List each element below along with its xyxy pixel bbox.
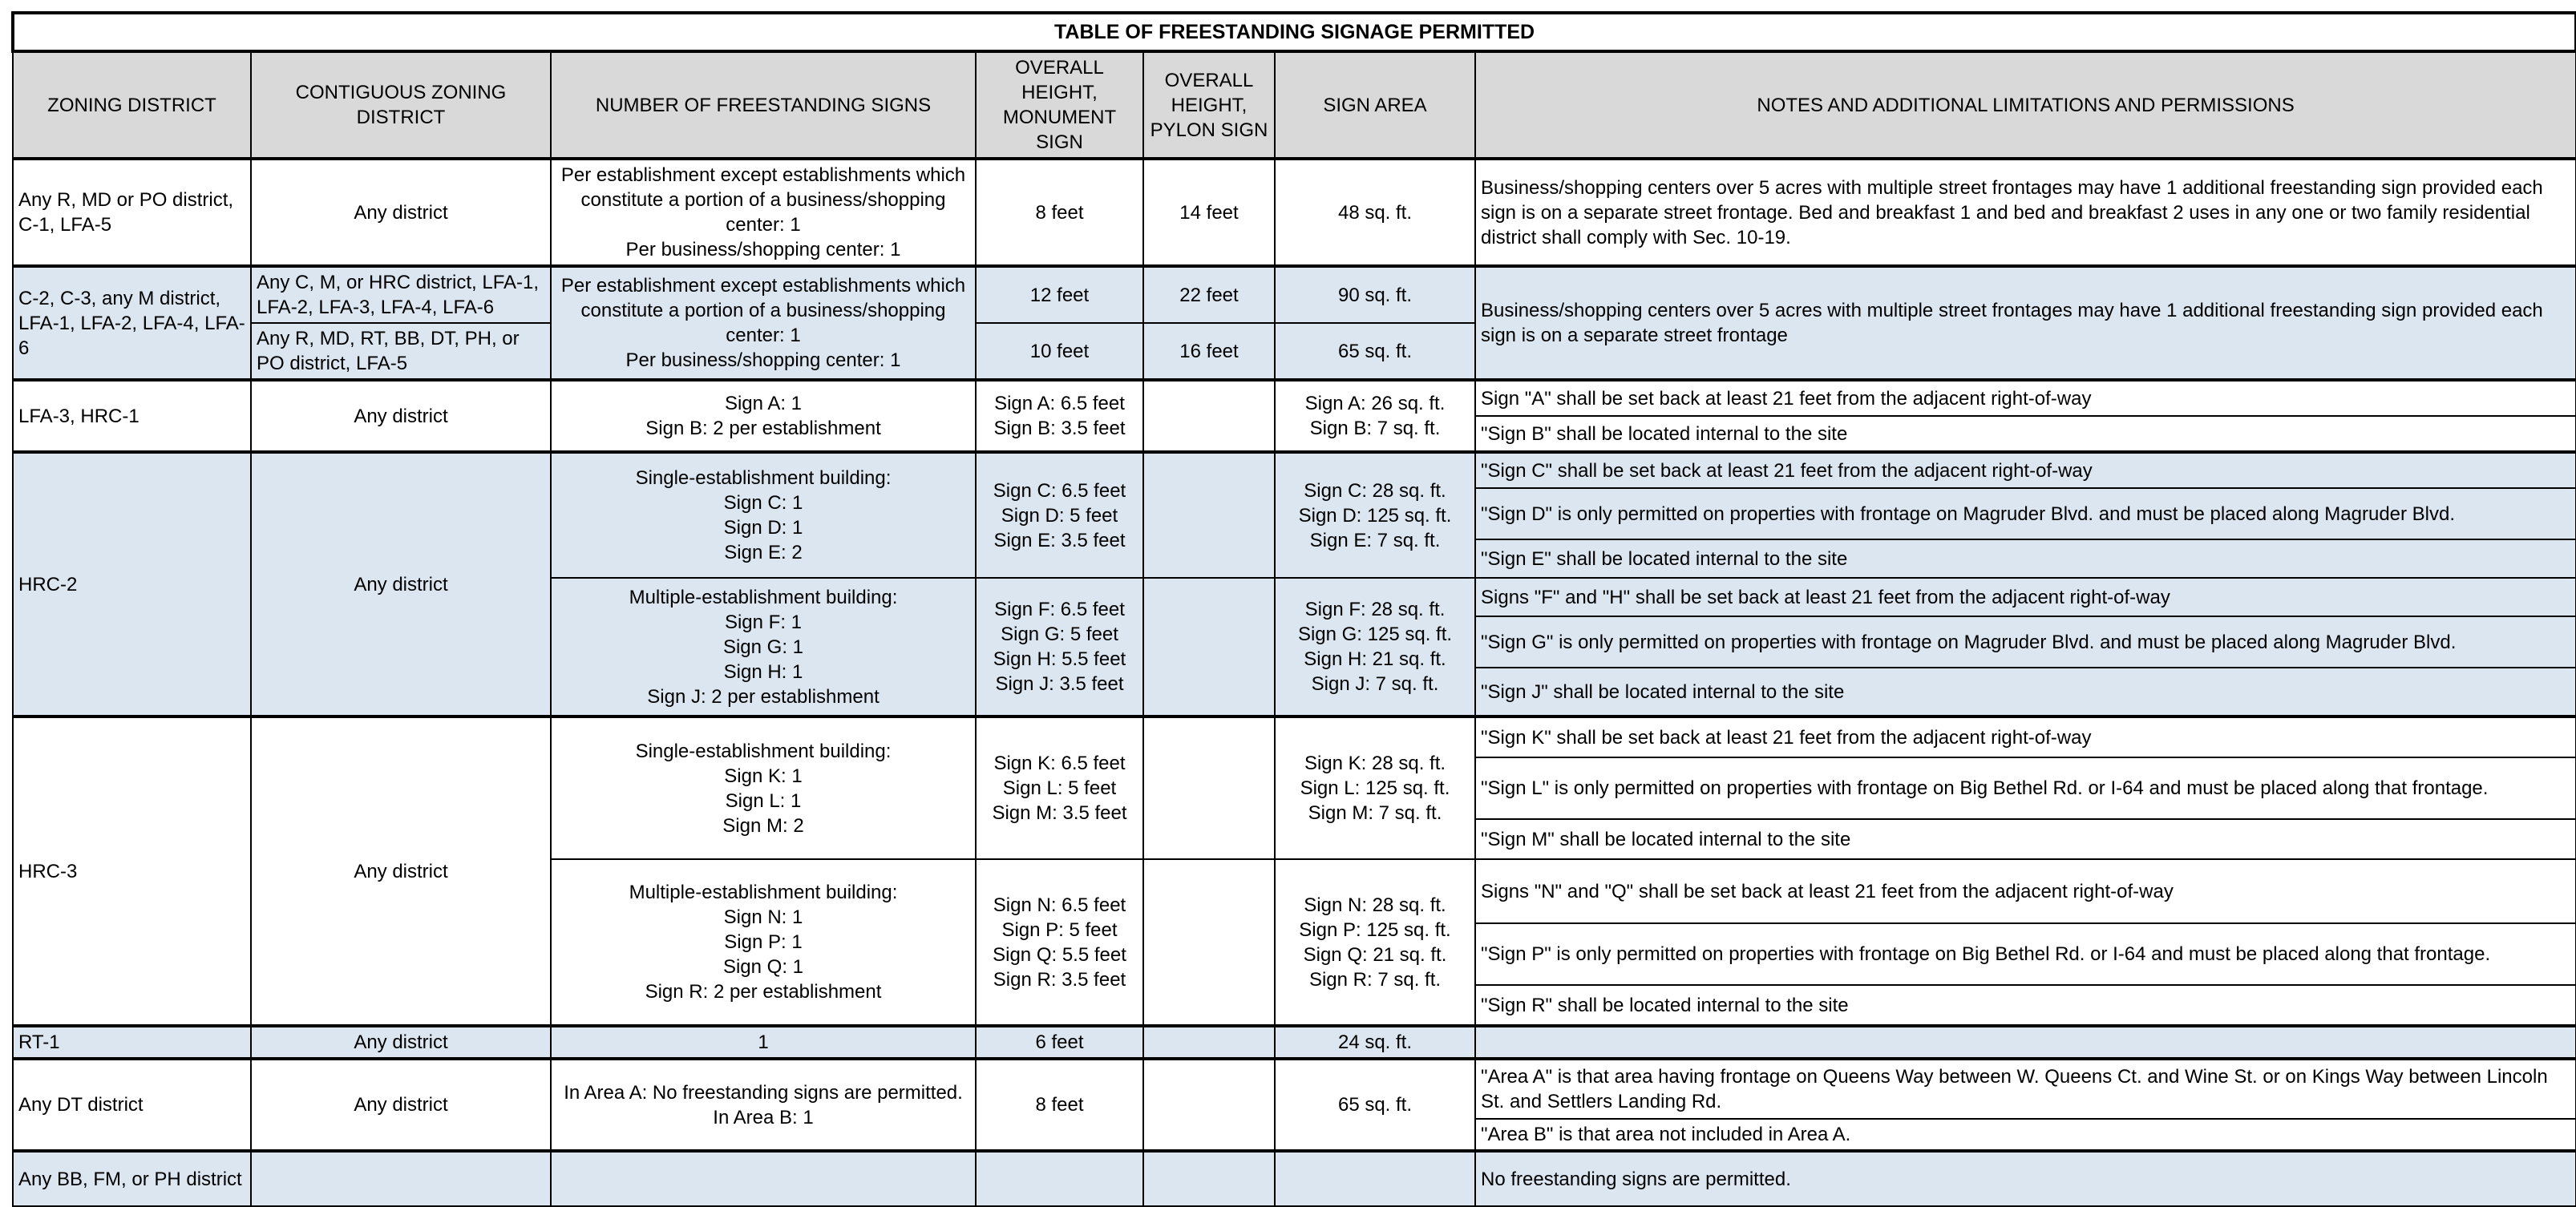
area-cell: Sign K: 28 sq. ft. Sign L: 125 sq. ft. Sign M: 7 sq. ft. [1275, 717, 1475, 859]
table-row [13, 1151, 2576, 1206]
pylon-cell [1143, 380, 1275, 452]
header-pylon-height: OVERALL HEIGHT, PYLON SIGN [1143, 51, 1275, 159]
monument-cell: Sign A: 6.5 feet Sign B: 3.5 feet [976, 380, 1143, 452]
contiguous-cell: Any district [251, 717, 551, 1026]
number-cell: 1 [551, 1026, 976, 1059]
notes-cell: "Sign D" is only permitted on properties with frontage on Magruder Blvd. and must be placed along Magruder Blvd. [1475, 488, 2576, 539]
notes-cell: "Sign J" shall be located internal to the site [1475, 668, 2576, 717]
zoning-cell: HRC-2 [13, 452, 251, 717]
notes-cell: "Sign K" shall be set back at least 21 feet from the adjacent right-of-way [1475, 717, 2576, 757]
header-contiguous-district: CONTIGUOUS ZONING DISTRICT [251, 51, 551, 159]
contiguous-cell: Any district [251, 380, 551, 452]
monument-cell: Sign N: 6.5 feet Sign P: 5 feet Sign Q: 5.5 feet Sign R: 3.5 feet [976, 859, 1143, 1026]
notes-cell: "Area B" is that area not included in Area A. [1475, 1119, 2576, 1151]
notes-cell: "Sign G" is only permitted on properties with frontage on Magruder Blvd. and must be placed along Magruder Blvd. [1475, 616, 2576, 668]
table-row [13, 1026, 2576, 1059]
pylon-cell [1143, 1151, 1275, 1206]
pylon-cell [1143, 1026, 1275, 1059]
table-row [13, 266, 2576, 323]
table-row [13, 380, 2576, 416]
number-cell: Sign A: 1 Sign B: 2 per establishment [551, 380, 976, 452]
notes-cell: "Sign M" shall be located internal to the site [1475, 819, 2576, 859]
zoning-cell: C-2, C-3, any M district, LFA-1, LFA-2, LFA-4, LFA-6 [13, 266, 251, 380]
zoning-cell: RT-1 [13, 1026, 251, 1059]
notes-cell: Signs "F" and "H" shall be set back at least 21 feet from the adjacent right-of-way [1475, 578, 2576, 616]
contiguous-cell: Any district [251, 159, 551, 266]
contiguous-cell: Any district [251, 452, 551, 717]
header-zoning-district: ZONING DISTRICT [13, 51, 251, 159]
contiguous-cell: Any R, MD, RT, BB, DT, PH, or PO district, LFA-5 [251, 323, 551, 380]
notes-cell: Sign "A" shall be set back at least 21 feet from the adjacent right-of-way [1475, 380, 2576, 416]
pylon-cell [1143, 452, 1275, 578]
header-monument-height: OVERALL HEIGHT, MONUMENT SIGN [976, 51, 1143, 159]
area-cell: Sign N: 28 sq. ft. Sign P: 125 sq. ft. Sign Q: 21 sq. ft. Sign R: 7 sq. ft. [1275, 859, 1475, 1026]
contiguous-cell [251, 1151, 551, 1206]
notes-cell: "Area A" is that area having frontage on Queens Way between W. Queens Ct. and Wine St. or on Kings Way between Lincoln St. and Settlers Landing Rd. [1475, 1059, 2576, 1119]
area-cell: 90 sq. ft. [1275, 266, 1475, 323]
monument-cell [976, 1151, 1143, 1206]
monument-cell: Sign F: 6.5 feet Sign G: 5 feet Sign H: 5.5 feet Sign J: 3.5 feet [976, 578, 1143, 717]
notes-cell: "Sign E" shall be located internal to the site [1475, 539, 2576, 578]
notes-cell: No freestanding signs are permitted. [1475, 1151, 2576, 1206]
table-row [13, 1059, 2576, 1119]
pylon-cell: 22 feet [1143, 266, 1275, 323]
table-row [13, 717, 2576, 757]
number-cell: Multiple-establishment building: Sign N: 1 Sign P: 1 Sign Q: 1 Sign R: 2 per establishment [551, 859, 976, 1026]
header-notes: NOTES AND ADDITIONAL LIMITATIONS AND PERMISSIONS [1475, 51, 2576, 159]
notes-cell: Business/shopping centers over 5 acres with multiple street frontages may have 1 additional freestanding sign provided each sign is on a separate street frontage [1475, 266, 2576, 380]
zoning-cell: HRC-3 [13, 717, 251, 1026]
number-cell: In Area A: No freestanding signs are permitted. In Area B: 1 [551, 1059, 976, 1151]
notes-cell [1475, 1026, 2576, 1059]
notes-cell: "Sign C" shall be set back at least 21 feet from the adjacent right-of-way [1475, 452, 2576, 488]
contiguous-cell: Any district [251, 1026, 551, 1059]
pylon-cell: 14 feet [1143, 159, 1275, 266]
area-cell: 65 sq. ft. [1275, 323, 1475, 380]
number-cell: Single-establishment building: Sign C: 1 Sign D: 1 Sign E: 2 [551, 452, 976, 578]
table-row [13, 452, 2576, 488]
pylon-cell [1143, 717, 1275, 859]
pylon-cell [1143, 1059, 1275, 1151]
zoning-cell: Any BB, FM, or PH district [13, 1151, 251, 1206]
zoning-cell: Any DT district [13, 1059, 251, 1151]
notes-cell: Business/shopping centers over 5 acres with multiple street frontages may have 1 additional freestanding sign provided each sign is on a separate street frontage. Bed and breakfast 1 and bed and breakfast 2 uses in any one or two family residential district shall comply with Sec. 10-19. [1475, 159, 2576, 266]
monument-cell: 10 feet [976, 323, 1143, 380]
area-cell [1275, 1151, 1475, 1206]
contiguous-cell: Any district [251, 1059, 551, 1151]
signage-table [11, 11, 2576, 1207]
contiguous-cell: Any C, M, or HRC district, LFA-1, LFA-2, LFA-3, LFA-4, LFA-6 [251, 266, 551, 323]
area-cell: 65 sq. ft. [1275, 1059, 1475, 1151]
table-row [13, 159, 2576, 266]
monument-cell: 8 feet [976, 159, 1143, 266]
notes-cell: Signs "N" and "Q" shall be set back at least 21 feet from the adjacent right-of-way [1475, 859, 2576, 923]
notes-cell: "Sign B" shall be located internal to the site [1475, 416, 2576, 452]
header-sign-area: SIGN AREA [1275, 51, 1475, 159]
area-cell: Sign C: 28 sq. ft. Sign D: 125 sq. ft. Sign E: 7 sq. ft. [1275, 452, 1475, 578]
notes-cell: "Sign P" is only permitted on properties with frontage on Big Bethel Rd. or I-64 and must be placed along that frontage. [1475, 923, 2576, 985]
number-cell: Single-establishment building: Sign K: 1 Sign L: 1 Sign M: 2 [551, 717, 976, 859]
number-cell: Per establishment except establishments which constitute a portion of a business/shopping center: 1 Per business/shopping center: 1 [551, 266, 976, 380]
table-title: TABLE OF FREESTANDING SIGNAGE PERMITTED [13, 13, 2576, 51]
number-cell [551, 1151, 976, 1206]
notes-cell: "Sign R" shall be located internal to the site [1475, 985, 2576, 1026]
pylon-cell: 16 feet [1143, 323, 1275, 380]
monument-cell: Sign K: 6.5 feet Sign L: 5 feet Sign M: 3.5 feet [976, 717, 1143, 859]
area-cell: Sign A: 26 sq. ft. Sign B: 7 sq. ft. [1275, 380, 1475, 452]
area-cell: 24 sq. ft. [1275, 1026, 1475, 1059]
pylon-cell [1143, 578, 1275, 717]
pylon-cell [1143, 859, 1275, 1026]
area-cell: Sign F: 28 sq. ft. Sign G: 125 sq. ft. Sign H: 21 sq. ft. Sign J: 7 sq. ft. [1275, 578, 1475, 717]
number-cell: Multiple-establishment building: Sign F: 1 Sign G: 1 Sign H: 1 Sign J: 2 per establishment [551, 578, 976, 717]
monument-cell: 6 feet [976, 1026, 1143, 1059]
area-cell: 48 sq. ft. [1275, 159, 1475, 266]
zoning-cell: Any R, MD or PO district, C-1, LFA-5 [13, 159, 251, 266]
monument-cell: 12 feet [976, 266, 1143, 323]
zoning-cell: LFA-3, HRC-1 [13, 380, 251, 452]
monument-cell: Sign C: 6.5 feet Sign D: 5 feet Sign E: 3.5 feet [976, 452, 1143, 578]
notes-cell: "Sign L" is only permitted on properties with frontage on Big Bethel Rd. or I-64 and must be placed along that frontage. [1475, 757, 2576, 819]
monument-cell: 8 feet [976, 1059, 1143, 1151]
number-cell: Per establishment except establishments which constitute a portion of a business/shopping center: 1 Per business/shopping center: 1 [551, 159, 976, 266]
header-number-of-signs: NUMBER OF FREESTANDING SIGNS [551, 51, 976, 159]
